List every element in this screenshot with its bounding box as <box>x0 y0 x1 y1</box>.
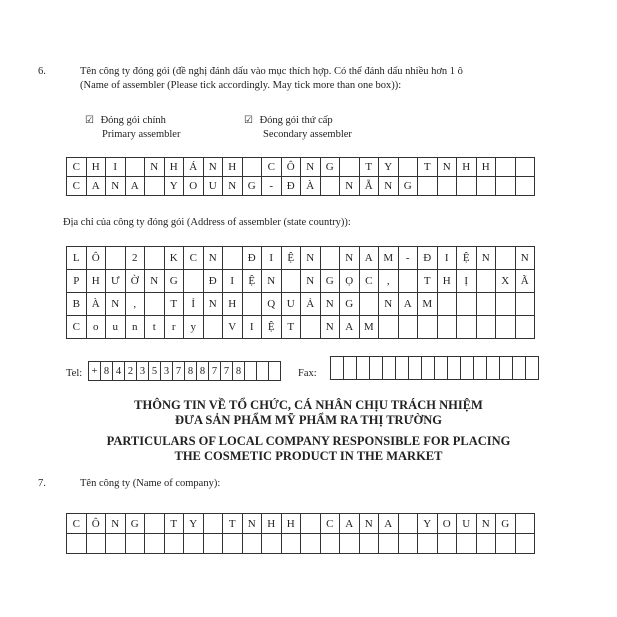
assembler-address-grid-cell[interactable]: N <box>301 247 321 270</box>
assembler-address-grid-cell[interactable]: 2 <box>126 247 146 270</box>
assembler-name-grid-cell[interactable] <box>477 177 497 196</box>
assembler-name-grid-cell[interactable] <box>516 177 536 196</box>
company-name-grid-cell[interactable] <box>243 534 263 554</box>
assembler-name-grid-cell[interactable]: T <box>360 158 380 177</box>
fax-field-cell[interactable] <box>500 357 513 380</box>
fax-field-cell[interactable] <box>474 357 487 380</box>
assembler-address-grid-cell[interactable]: Ệ <box>457 247 477 270</box>
assembler-name-grid-cell[interactable] <box>457 177 477 196</box>
assembler-name-grid-cell[interactable]: N <box>379 177 399 196</box>
assembler-address-grid-cell[interactable]: N <box>301 270 321 293</box>
primary-assembler-option[interactable] <box>85 114 166 127</box>
assembler-address-grid-cell[interactable]: H <box>223 293 243 316</box>
tel-field-cell[interactable]: 8 <box>185 362 197 381</box>
assembler-name-grid-cell[interactable]: N <box>223 177 243 196</box>
assembler-name-grid-cell[interactable]: H <box>223 158 243 177</box>
assembler-address-grid-cell[interactable] <box>418 316 438 339</box>
company-name-grid-cell[interactable]: C <box>67 514 87 534</box>
assembler-address-grid-cell[interactable]: P <box>67 270 87 293</box>
tel-field-cell[interactable]: 5 <box>149 362 161 381</box>
assembler-address-grid-cell[interactable]: N <box>145 270 165 293</box>
assembler-address-grid-cell[interactable]: L <box>67 247 87 270</box>
assembler-address-grid-cell[interactable] <box>145 293 165 316</box>
assembler-address-grid-cell[interactable] <box>399 316 419 339</box>
assembler-address-grid-cell[interactable]: u <box>106 316 126 339</box>
company-name-label: Tên công ty (Name of company): <box>80 478 221 489</box>
assembler-address-grid-cell[interactable]: N <box>321 316 341 339</box>
assembler-address-grid-cell[interactable] <box>516 316 536 339</box>
assembler-name-grid-cell[interactable]: G <box>399 177 419 196</box>
tel-field-cell[interactable]: 8 <box>101 362 113 381</box>
fax-field-cell[interactable] <box>331 357 344 380</box>
assembler-address-grid-cell[interactable]: Ọ <box>340 270 360 293</box>
assembler-address-grid-cell[interactable]: M <box>360 316 380 339</box>
assembler-address-grid-cell[interactable] <box>477 293 497 316</box>
assembler-address-grid-cell[interactable] <box>457 293 477 316</box>
assembler-address-grid-cell[interactable] <box>145 247 165 270</box>
assembler-name-grid-cell[interactable] <box>496 177 516 196</box>
assembler-address-grid-cell[interactable]: G <box>321 270 341 293</box>
company-name-grid-cell[interactable] <box>516 534 536 554</box>
company-name-grid-cell[interactable] <box>399 534 419 554</box>
checked-box-icon[interactable]: ☑ <box>244 115 253 126</box>
assembler-name-grid-cell[interactable]: N <box>438 158 458 177</box>
assembler-address-label: Địa chỉ của công ty đóng gói (Address of assembler (state country)): <box>63 217 351 228</box>
company-name-grid[interactable] <box>66 513 535 554</box>
assembler-name-grid-cell[interactable]: H <box>87 158 107 177</box>
assembler-address-grid-cell[interactable]: Ị <box>457 270 477 293</box>
assembler-address-grid-cell[interactable]: r <box>165 316 185 339</box>
assembler-address-grid-cell[interactable]: C <box>184 247 204 270</box>
fax-field-cell[interactable] <box>422 357 435 380</box>
assembler-address-grid-cell[interactable]: Ệ <box>243 270 263 293</box>
assembler-address-grid-cell[interactable]: o <box>87 316 107 339</box>
assembler-address-grid-cell[interactable] <box>438 293 458 316</box>
assembler-address-grid-cell[interactable] <box>438 316 458 339</box>
assembler-address-grid-cell[interactable]: Đ <box>204 270 224 293</box>
company-name-grid-cell[interactable] <box>67 534 87 554</box>
assembler-name-grid-cell[interactable]: N <box>301 158 321 177</box>
company-name-grid-cell[interactable] <box>165 534 185 554</box>
company-name-grid-cell[interactable]: O <box>438 514 458 534</box>
assembler-name-grid-cell[interactable] <box>243 158 263 177</box>
company-name-grid-cell[interactable] <box>126 534 146 554</box>
assembler-name-grid-cell[interactable] <box>399 158 419 177</box>
assembler-name-grid-cell[interactable]: U <box>204 177 224 196</box>
fax-field-cell[interactable] <box>370 357 383 380</box>
assembler-address-grid-cell[interactable]: À <box>87 293 107 316</box>
heading-vi-line-1: THÔNG TIN VỀ TỔ CHỨC, CÁ NHÂN CHỊU TRÁCH NHIỆM <box>134 398 483 412</box>
assembler-address-grid-cell[interactable]: N <box>379 293 399 316</box>
assembler-address-grid-cell[interactable]: B <box>67 293 87 316</box>
assembler-address-grid-cell[interactable]: M <box>418 293 438 316</box>
company-name-grid-cell[interactable]: N <box>106 514 126 534</box>
fax-field-cell[interactable] <box>396 357 409 380</box>
tel-field-cell[interactable]: 7 <box>209 362 221 381</box>
assembler-name-grid-cell[interactable]: H <box>165 158 185 177</box>
company-name-grid-cell[interactable] <box>223 534 243 554</box>
assembler-address-grid-cell[interactable]: Ô <box>87 247 107 270</box>
assembler-name-grid-cell[interactable]: Đ <box>282 177 302 196</box>
assembler-address-grid-cell[interactable] <box>282 270 302 293</box>
assembler-address-grid-cell[interactable] <box>106 247 126 270</box>
assembler-address-grid-cell[interactable] <box>243 293 263 316</box>
assembler-address-grid-cell[interactable]: G <box>165 270 185 293</box>
assembler-name-grid-cell[interactable]: Ẵ <box>360 177 380 196</box>
company-name-grid-cell[interactable] <box>399 514 419 534</box>
fax-field[interactable] <box>330 356 539 380</box>
assembler-address-grid[interactable] <box>66 246 535 339</box>
company-name-grid-cell[interactable] <box>145 514 165 534</box>
company-name-grid-cell[interactable] <box>282 534 302 554</box>
assembler-address-grid-cell[interactable]: , <box>379 270 399 293</box>
checked-box-icon[interactable]: ☑ <box>85 115 94 126</box>
assembler-name-grid-cell[interactable] <box>321 177 341 196</box>
assembler-address-grid-cell[interactable]: C <box>360 270 380 293</box>
company-name-grid-cell[interactable] <box>106 534 126 554</box>
assembler-address-grid-cell[interactable]: A <box>340 316 360 339</box>
assembler-address-grid-cell[interactable]: Ã <box>516 270 536 293</box>
company-name-grid-cell[interactable]: G <box>126 514 146 534</box>
fax-field-cell[interactable] <box>487 357 500 380</box>
assembler-address-grid-cell[interactable]: N <box>204 247 224 270</box>
company-name-grid-cell[interactable]: N <box>477 514 497 534</box>
assembler-address-grid-cell[interactable]: , <box>126 293 146 316</box>
company-name-grid-cell[interactable] <box>438 534 458 554</box>
company-name-grid-cell[interactable] <box>516 514 536 534</box>
company-name-grid-cell[interactable]: T <box>223 514 243 534</box>
assembler-address-grid-cell[interactable] <box>360 293 380 316</box>
assembler-address-grid-cell[interactable] <box>477 270 497 293</box>
company-name-grid-cell[interactable] <box>204 534 224 554</box>
company-name-grid-cell[interactable] <box>87 534 107 554</box>
assembler-address-grid-cell[interactable]: I <box>223 270 243 293</box>
company-name-grid-cell[interactable]: U <box>457 514 477 534</box>
assembler-address-grid-cell[interactable]: I <box>262 247 282 270</box>
assembler-address-grid-cell[interactable]: N <box>321 293 341 316</box>
assembler-name-grid-cell[interactable] <box>438 177 458 196</box>
assembler-name-grid-cell[interactable]: Y <box>379 158 399 177</box>
primary-assembler-label-en: Primary assembler <box>102 129 181 140</box>
assembler-address-grid-cell[interactable]: H <box>87 270 107 293</box>
company-name-grid-cell[interactable] <box>204 514 224 534</box>
fax-field-cell[interactable] <box>344 357 357 380</box>
tel-field-cell[interactable] <box>257 362 269 381</box>
tel-field[interactable] <box>88 361 281 381</box>
fax-field-cell[interactable] <box>409 357 422 380</box>
heading-en-line-2: THE COSMETIC PRODUCT IN THE MARKET <box>174 449 443 463</box>
company-name-grid-cell[interactable] <box>496 534 516 554</box>
secondary-assembler-option[interactable] <box>244 114 333 127</box>
heading-vi-line-2: ĐƯA SẢN PHẨM MỸ PHẨM RA THỊ TRƯỜNG <box>174 413 442 427</box>
tel-label: Tel: <box>66 368 83 379</box>
company-name-grid-cell[interactable] <box>418 534 438 554</box>
assembler-address-grid-cell[interactable]: U <box>282 293 302 316</box>
company-name-grid-cell[interactable] <box>262 534 282 554</box>
tel-field-cell[interactable]: 7 <box>221 362 233 381</box>
company-name-grid-cell[interactable]: A <box>340 514 360 534</box>
assembler-address-grid-cell[interactable]: N <box>516 247 536 270</box>
secondary-assembler-label-en: Secondary assembler <box>263 129 352 140</box>
assembler-address-grid-cell[interactable]: X <box>496 270 516 293</box>
assembler-name-grid-cell[interactable] <box>496 158 516 177</box>
assembler-address-grid-cell[interactable] <box>496 316 516 339</box>
company-name-grid-cell[interactable]: C <box>321 514 341 534</box>
assembler-address-grid-cell[interactable]: K <box>165 247 185 270</box>
fax-field-cell[interactable] <box>513 357 526 380</box>
assembler-name-grid-cell[interactable]: I <box>106 158 126 177</box>
assembler-address-grid-cell[interactable]: y <box>184 316 204 339</box>
assembler-address-grid-cell[interactable] <box>321 247 341 270</box>
assembler-address-grid-cell[interactable]: A <box>360 247 380 270</box>
tel-field-cell[interactable]: 3 <box>137 362 149 381</box>
assembler-address-grid-cell[interactable]: A <box>399 293 419 316</box>
company-name-grid-cell[interactable]: A <box>379 514 399 534</box>
assembler-name-grid-cell[interactable]: N <box>340 177 360 196</box>
assembler-address-grid-cell[interactable] <box>379 316 399 339</box>
tel-field-cell[interactable]: 8 <box>197 362 209 381</box>
tel-field-cell[interactable]: 3 <box>161 362 173 381</box>
company-name-grid-cell[interactable]: Y <box>418 514 438 534</box>
secondary-assembler-label-vi: Đóng gói thứ cấp <box>259 115 333 126</box>
company-name-grid-cell[interactable] <box>457 534 477 554</box>
company-name-grid-cell[interactable] <box>184 534 204 554</box>
assembler-address-grid-cell[interactable]: N <box>262 270 282 293</box>
heading-en-line-1: PARTICULARS OF LOCAL COMPANY RESPONSIBLE FOR PLACING <box>106 434 511 448</box>
assembler-address-grid-cell[interactable]: V <box>223 316 243 339</box>
tel-field-cell[interactable] <box>245 362 257 381</box>
tel-field-cell[interactable]: + <box>89 362 101 381</box>
assembler-address-grid-cell[interactable]: - <box>399 247 419 270</box>
company-name-grid-cell[interactable]: H <box>262 514 282 534</box>
assembler-address-grid-cell[interactable]: H <box>438 270 458 293</box>
assembler-address-grid-cell[interactable] <box>223 247 243 270</box>
assembler-address-grid-cell[interactable] <box>457 316 477 339</box>
assembler-address-grid-cell[interactable]: Đ <box>418 247 438 270</box>
assembler-name-grid-cell[interactable]: O <box>184 177 204 196</box>
assembler-address-grid-cell[interactable]: t <box>145 316 165 339</box>
fax-field-cell[interactable] <box>448 357 461 380</box>
assembler-name-grid-cell[interactable]: - <box>262 177 282 196</box>
company-name-grid-cell[interactable] <box>360 534 380 554</box>
assembler-name-grid-cell[interactable] <box>516 158 536 177</box>
assembler-address-grid-cell[interactable]: T <box>165 293 185 316</box>
assembler-name-grid-cell[interactable]: N <box>145 158 165 177</box>
assembler-address-grid-cell[interactable]: N <box>106 293 126 316</box>
assembler-name-grid-cell[interactable]: A <box>87 177 107 196</box>
fax-field-cell[interactable] <box>383 357 396 380</box>
company-name-grid-cell[interactable]: G <box>496 514 516 534</box>
assembler-name-grid[interactable] <box>66 157 535 196</box>
fax-field-cell[interactable] <box>526 357 539 380</box>
assembler-address-grid-cell[interactable]: Ả <box>301 293 321 316</box>
fax-field-cell[interactable] <box>461 357 474 380</box>
company-name-grid-cell[interactable] <box>321 534 341 554</box>
assembler-name-grid-cell[interactable] <box>340 158 360 177</box>
tel-field-cell[interactable]: 7 <box>173 362 185 381</box>
assembler-address-grid-cell[interactable] <box>496 293 516 316</box>
assembler-address-grid-cell[interactable]: Ư <box>106 270 126 293</box>
primary-assembler-label-vi: Đóng gói chính <box>100 115 166 126</box>
assembler-name-grid-cell[interactable]: H <box>457 158 477 177</box>
assembler-address-grid-cell[interactable]: C <box>67 316 87 339</box>
company-name-grid-cell[interactable]: T <box>165 514 185 534</box>
company-name-grid-cell[interactable]: N <box>360 514 380 534</box>
assembler-name-grid-cell[interactable]: C <box>67 158 87 177</box>
tel-field-cell[interactable]: 2 <box>125 362 137 381</box>
assembler-name-grid-cell[interactable] <box>126 158 146 177</box>
assembler-name-grid-cell[interactable]: C <box>67 177 87 196</box>
company-name-grid-cell[interactable] <box>379 534 399 554</box>
company-name-grid-cell[interactable]: Ô <box>87 514 107 534</box>
company-name-grid-cell[interactable] <box>340 534 360 554</box>
section-6-number: 6. <box>38 66 46 77</box>
assembler-name-grid-cell[interactable]: G <box>243 177 263 196</box>
tel-field-cell[interactable]: 4 <box>113 362 125 381</box>
company-name-grid-cell[interactable] <box>301 514 321 534</box>
assembler-address-grid-cell[interactable] <box>399 270 419 293</box>
assembler-address-grid-cell[interactable]: Ờ <box>126 270 146 293</box>
assembler-address-grid-cell[interactable]: I <box>438 247 458 270</box>
fax-label: Fax: <box>298 368 317 379</box>
company-name-grid-cell[interactable] <box>301 534 321 554</box>
assembler-name-grid-cell[interactable]: Ô <box>282 158 302 177</box>
assembler-name-grid-cell[interactable]: À <box>301 177 321 196</box>
company-name-grid-cell[interactable] <box>477 534 497 554</box>
assembler-address-grid-cell[interactable]: Đ <box>243 247 263 270</box>
company-name-grid-cell[interactable] <box>145 534 165 554</box>
tel-field-cell[interactable] <box>269 362 281 381</box>
assembler-name-grid-cell[interactable] <box>145 177 165 196</box>
assembler-address-grid-cell[interactable] <box>204 316 224 339</box>
assembler-name-grid-cell[interactable]: N <box>106 177 126 196</box>
assembler-name-grid-cell[interactable]: H <box>477 158 497 177</box>
assembler-address-grid-cell[interactable]: I <box>243 316 263 339</box>
assembler-name-grid-cell[interactable]: Y <box>165 177 185 196</box>
section-6-instruction-vi: Tên công ty đóng gói (đề nghị đánh dấu vào mục thích hợp. Có thể đánh dấu nhiều hơn 1 ô <box>80 66 463 77</box>
assembler-name-grid-cell[interactable]: G <box>321 158 341 177</box>
assembler-address-grid-cell[interactable]: n <box>126 316 146 339</box>
assembler-address-grid-cell[interactable] <box>496 247 516 270</box>
assembler-address-grid-cell[interactable] <box>301 316 321 339</box>
fax-field-cell[interactable] <box>435 357 448 380</box>
assembler-address-grid-cell[interactable]: Q <box>262 293 282 316</box>
company-name-grid-cell[interactable]: N <box>243 514 263 534</box>
assembler-name-grid-cell[interactable]: N <box>204 158 224 177</box>
assembler-address-grid-cell[interactable] <box>516 293 536 316</box>
section-6-instruction-en: (Name of assembler (Please tick accordingly. May tick more than one box)): <box>80 80 402 91</box>
assembler-name-grid-cell[interactable] <box>418 177 438 196</box>
tel-field-cell[interactable]: 8 <box>233 362 245 381</box>
assembler-name-grid-cell[interactable]: C <box>262 158 282 177</box>
assembler-address-grid-cell[interactable] <box>477 316 497 339</box>
assembler-address-grid-cell[interactable]: M <box>379 247 399 270</box>
assembler-address-grid-cell[interactable]: Ệ <box>262 316 282 339</box>
assembler-address-grid-cell[interactable]: Ệ <box>282 247 302 270</box>
assembler-name-grid-cell[interactable]: A <box>126 177 146 196</box>
assembler-address-grid-cell[interactable] <box>184 270 204 293</box>
assembler-name-grid-cell[interactable]: T <box>418 158 438 177</box>
assembler-address-grid-cell[interactable]: G <box>340 293 360 316</box>
company-name-grid-cell[interactable]: H <box>282 514 302 534</box>
assembler-address-grid-cell[interactable]: T <box>418 270 438 293</box>
assembler-address-grid-cell[interactable]: N <box>477 247 497 270</box>
fax-field-cell[interactable] <box>357 357 370 380</box>
assembler-name-grid-cell[interactable]: Á <box>184 158 204 177</box>
assembler-address-grid-cell[interactable]: Ỉ <box>184 293 204 316</box>
assembler-address-grid-cell[interactable]: N <box>340 247 360 270</box>
section-7-number: 7. <box>38 478 46 489</box>
assembler-address-grid-cell[interactable]: N <box>204 293 224 316</box>
assembler-address-grid-cell[interactable]: T <box>282 316 302 339</box>
company-name-grid-cell[interactable]: Y <box>184 514 204 534</box>
